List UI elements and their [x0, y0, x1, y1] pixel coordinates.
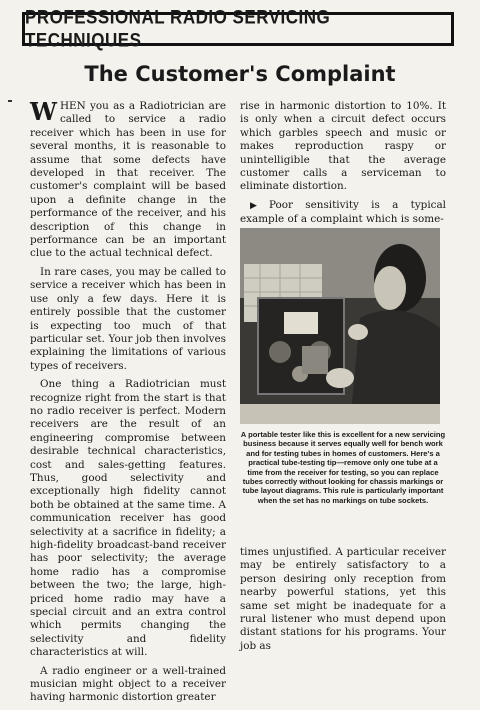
paragraph: In rare cases, you may be called to service a receiver which has been in use only a few days. Here it is entirely possible that the customer is expecting too much of that particular set. Your job then involves explaining the limitations of various types of receivers. [30, 265, 226, 372]
photo-illustration [240, 228, 440, 424]
photo-caption: A portable tester like this is excellent for a new servicing business because it serves equally well for bench work and for testing tubes in homes of customers. Here's a practical tube-testing tip—remove only one tube at a time from the receiver for testing, so you can replace tubes correctly without looking for chassis markings or tube layout diagrams. This rule is particularly important when the set has no markings on tube sockets. [240, 430, 446, 505]
tester-photo [240, 228, 440, 424]
banner-text: PROFESSIONAL RADIO SERVICING TECHNIQUES [25, 6, 331, 51]
section-banner [22, 6, 454, 51]
drop-cap: W [30, 97, 57, 126]
paragraph: rise in harmonic distortion to 10%. It is only when a circuit defect occurs which garbles speech and music or makes reproduction raspy or unintelligible that the average customer calls a serviceman to eliminate distortion. [240, 100, 446, 193]
paragraph: A radio engineer or a well-trained musician might object to a receiver having harmonic distortion greater [30, 664, 226, 704]
paragraph: ▶ Poor sensitivity is a typical example of a complaint which is some- [240, 198, 446, 226]
paragraph: One thing a Radiotrician must recognize right from the start is that no radio receiver is perfect. Modern receivers are the result of an engineering compromise between desirable technical characteristics, cost and sales-getting features. Thus, good selectivity and exceptionally high fidelity cannot both be obtained at the same time. A communication receiver has good selectivity at a sacrifice in fidelity; a high-fidelity broadcast-band receiver has poor selectivity; the average home radio has a compromise between the two; the large, high-priced home radio may have a special circuit and an extra control which permits changing the selectivity and fidelity characteristics at will. [30, 378, 226, 659]
margin-mark [8, 100, 12, 102]
paragraph: times unjustified. A particular receiver may be entirely satisfactory to a person desiring only reception from nearby powerful stations, yet this same set might be inadequate for a rural listener who must depend upon distant stations for his programs. Your job as [240, 546, 446, 652]
right-bottom-text [240, 546, 446, 658]
paragraph: WHEN you as a Radiotrician are called to service a radio receiver which has been in use for several months, it is reasonable to assume that some defects have developed in that receiver. The customer's complaint will be based upon a definite change in the performance of the receiver, and his description of this change in performance can be an important clue to the actual technical defect. [30, 97, 226, 260]
article-title: The Customer's Complaint [84, 62, 396, 86]
left-column [30, 97, 226, 710]
arrow-icon: ▶ [250, 200, 266, 211]
